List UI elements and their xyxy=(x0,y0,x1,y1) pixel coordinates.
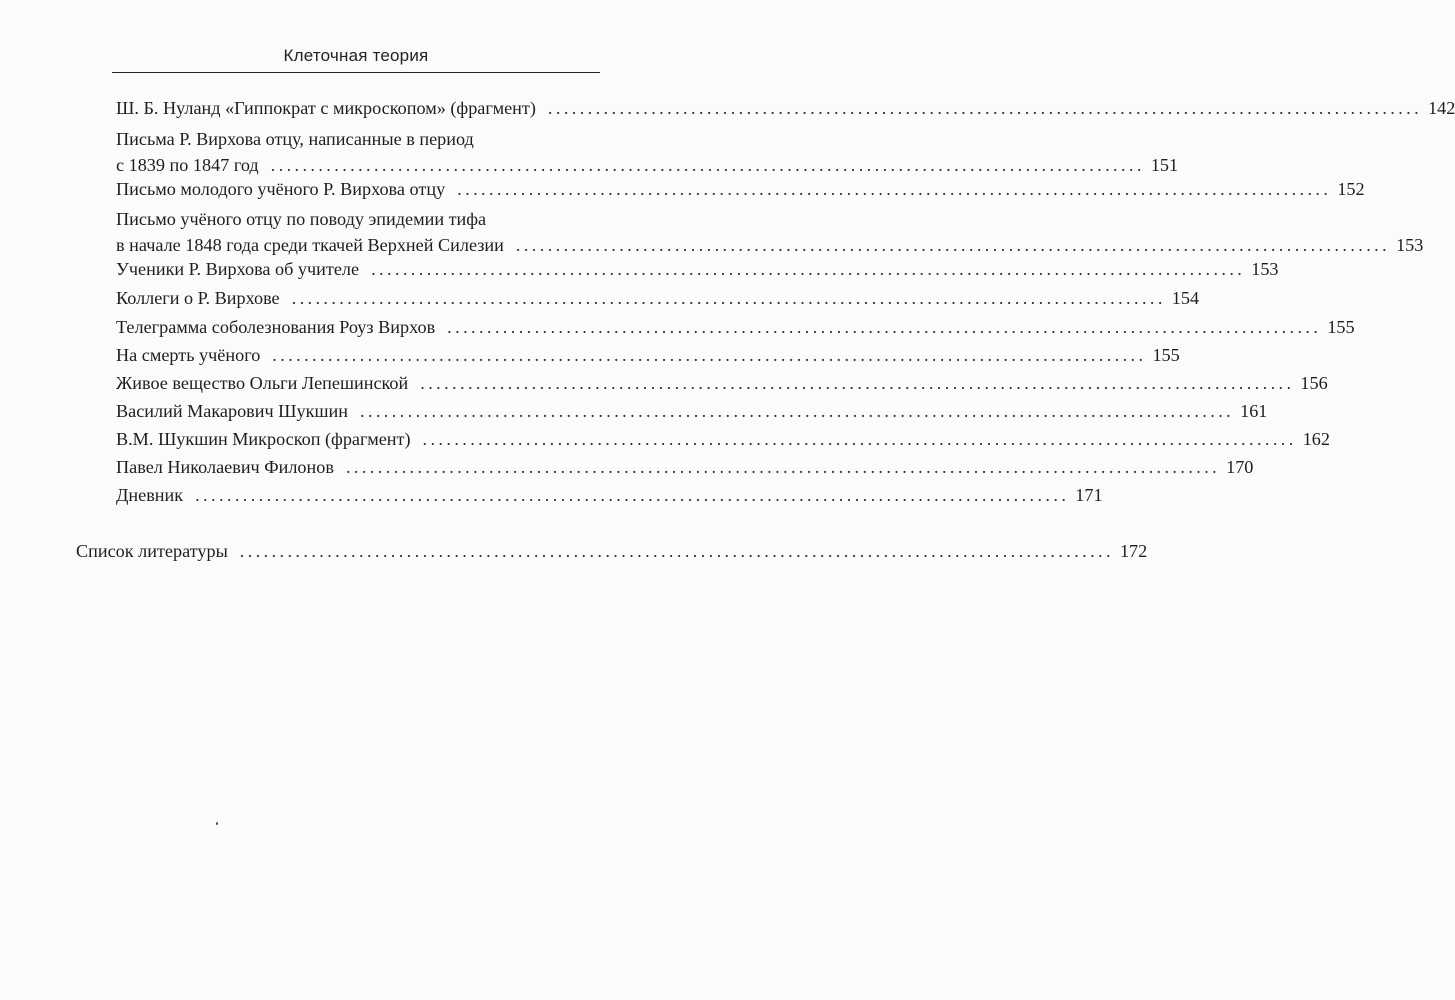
toc-entry xyxy=(116,426,1330,452)
dot-leader: .............................................................................................................. xyxy=(291,288,1166,308)
toc-entry-title: Павел Николаевич Филонов xyxy=(116,457,334,477)
toc-entry-title: Дневник xyxy=(116,485,184,505)
toc-entry xyxy=(116,206,1424,258)
toc-entry-page: 172 xyxy=(1119,541,1148,561)
toc-entry xyxy=(116,398,1268,424)
toc-entry-page: 156 xyxy=(1300,373,1328,393)
toc-entry-title: Василий Макарович Шукшин xyxy=(116,401,348,421)
toc-entry-title: Коллеги о Р. Вирхове xyxy=(116,288,280,308)
toc-entry-title: В.М. Шукшин Микроскоп (фрагмент) xyxy=(116,429,411,449)
toc-entry-page: 171 xyxy=(1075,485,1103,505)
toc-entry xyxy=(116,370,1328,396)
toc-entry-page: 153 xyxy=(1251,259,1279,279)
dot-leader: .............................................................................................................. xyxy=(359,401,1235,421)
page-title: Клеточная теория xyxy=(283,46,429,65)
toc-entry-title: Ш. Б. Нуланд «Гиппократ с микроскопом» (фрагмент) xyxy=(116,98,536,118)
toc-entry xyxy=(116,285,1200,311)
toc-entry-page: 161 xyxy=(1240,401,1268,421)
toc-entry xyxy=(116,342,1180,368)
toc-entry xyxy=(116,314,1355,340)
dot-leader: .............................................................................................................. xyxy=(270,155,1145,175)
toc-entry-title: На смерть учёного xyxy=(116,345,261,365)
toc-entry-page: 154 xyxy=(1171,288,1200,308)
toc-entry xyxy=(116,95,1455,121)
toc-entry xyxy=(116,482,1103,508)
dot-leader: .............................................................................................................. xyxy=(457,179,1332,199)
dot-leader: .............................................................................................................. xyxy=(272,345,1147,365)
toc-entry-title: Письмо учёного отцу по поводу эпидемии тифа xyxy=(116,209,487,229)
toc-entry-page: 151 xyxy=(1150,155,1179,175)
dot-leader: .............................................................................................................. xyxy=(239,541,1114,561)
dot-leader: .............................................................................................................. xyxy=(371,259,1246,279)
dot-leader: .............................................................................................................. xyxy=(447,317,1322,337)
dot-leader: .............................................................................................................. xyxy=(515,235,1391,255)
toc-entry-title: Ученики Р. Вирхова об учителе xyxy=(116,259,360,279)
print-speck xyxy=(216,822,218,825)
toc-entry-title: Список литературы xyxy=(76,541,228,561)
toc-entry-title-continued: с 1839 по 1847 год xyxy=(116,155,259,175)
toc-entry-page: 155 xyxy=(1152,345,1180,365)
dot-leader: .............................................................................................................. xyxy=(422,429,1297,449)
toc-entry xyxy=(116,176,1365,202)
dot-leader: .............................................................................................................. xyxy=(345,457,1221,477)
toc-entry-page: 153 xyxy=(1396,235,1424,255)
toc-entry-title-continued: в начале 1848 года среди ткачей Верхней Силезии xyxy=(116,235,504,255)
toc-entry-page: 162 xyxy=(1302,429,1330,449)
toc-entry-title: Живое вещество Ольги Лепешинской xyxy=(116,373,409,393)
toc-entry-page: 155 xyxy=(1327,317,1355,337)
toc-entry xyxy=(116,126,1179,178)
toc-entry xyxy=(116,256,1279,282)
dot-leader: .............................................................................................................. xyxy=(547,98,1423,118)
toc-entry-references xyxy=(76,538,1148,564)
toc-entry-page: 142 xyxy=(1428,98,1455,118)
toc-entry-page: 170 xyxy=(1226,457,1254,477)
toc-entry-title: Письмо молодого учёного Р. Вирхова отцу xyxy=(116,179,446,199)
dot-leader: .............................................................................................................. xyxy=(195,485,1070,505)
toc-entry-title: Письма Р. Вирхова отцу, написанные в период xyxy=(116,129,474,149)
dot-leader: .............................................................................................................. xyxy=(420,373,1295,393)
toc-entry xyxy=(116,454,1254,480)
toc-entry-page: 152 xyxy=(1337,179,1365,199)
toc-entry-title: Телеграмма соболезнования Роуз Вирхов xyxy=(116,317,436,337)
